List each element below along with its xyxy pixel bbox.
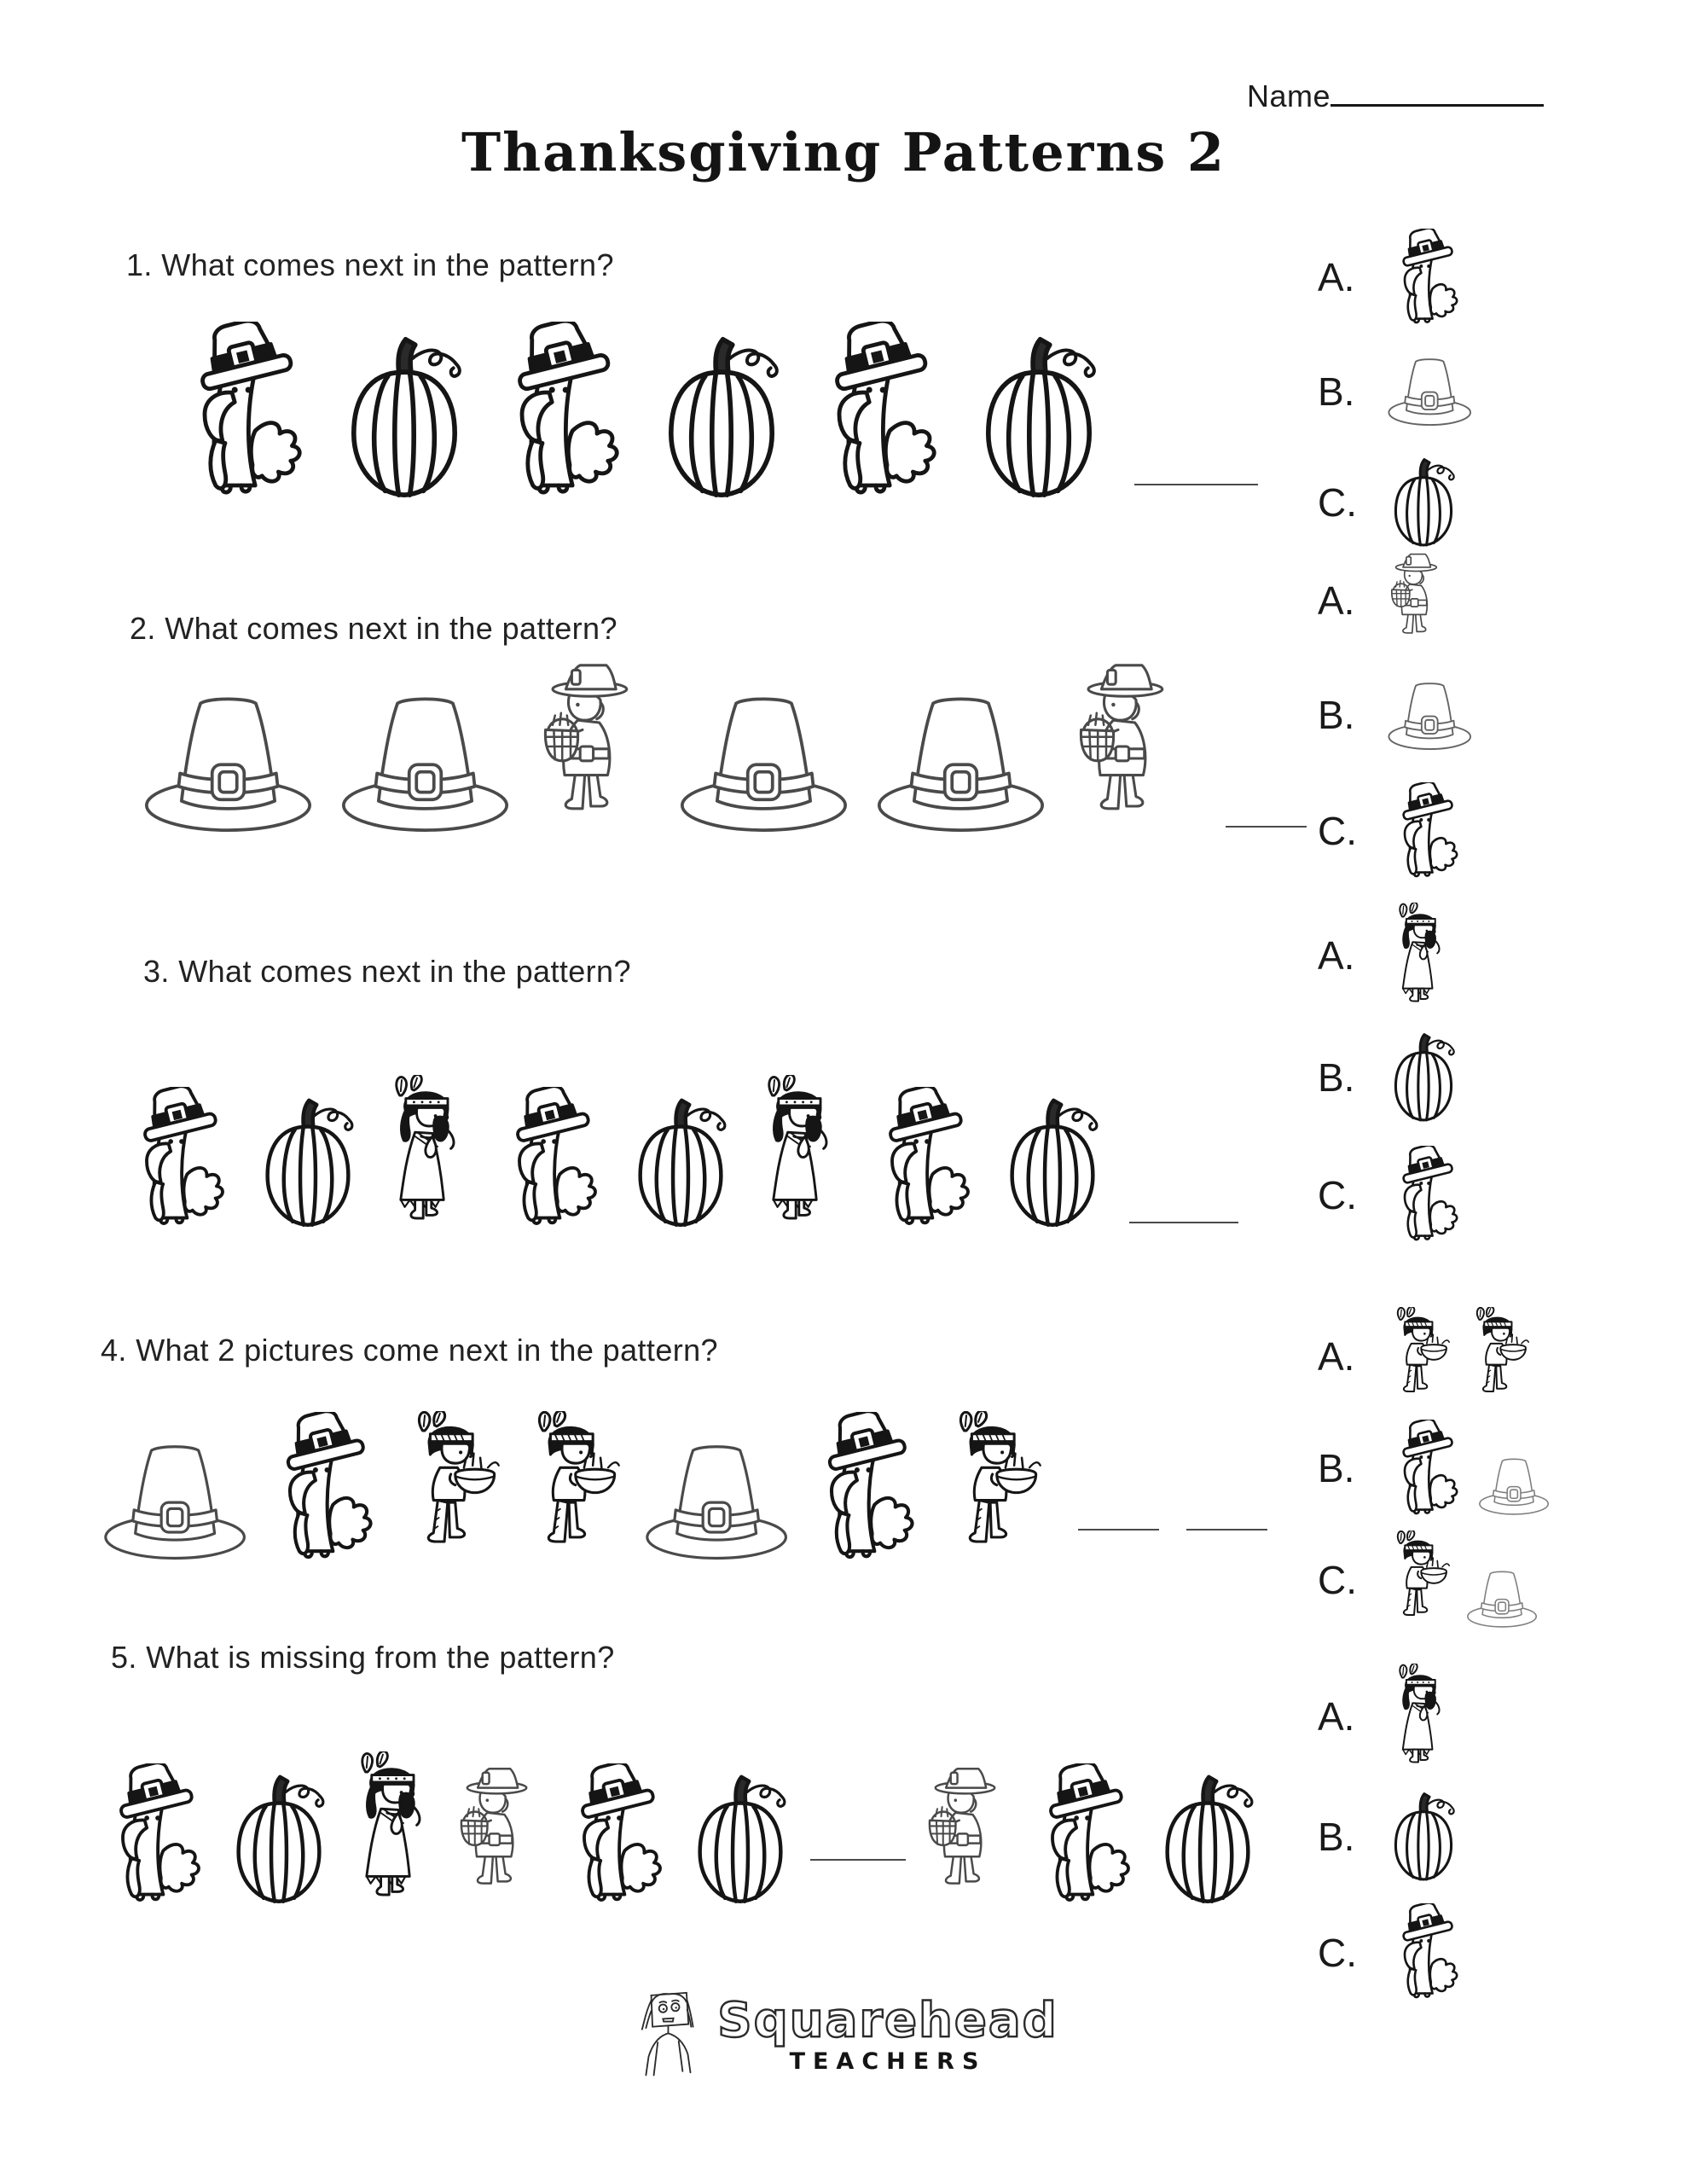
native-boy-icon: [521, 1411, 630, 1564]
native-girl-icon: [342, 1751, 444, 1905]
pumpkin-icon: [626, 1097, 735, 1228]
turkey-icon: [1386, 229, 1469, 326]
native-boy-icon: [942, 1411, 1052, 1564]
pilgrim-boy-icon: [1070, 663, 1190, 836]
option-letter: B.: [1318, 693, 1355, 738]
pumpkin-icon: [224, 1774, 333, 1905]
option-letter: B.: [1318, 1814, 1355, 1859]
option-letter: C.: [1318, 479, 1357, 525]
option-icons: [1386, 1664, 1457, 1769]
pilgrim-hat-icon: [141, 690, 316, 836]
option-a[interactable]: [1318, 553, 1474, 648]
turkey-icon: [119, 1087, 240, 1228]
option-icons: [1386, 1307, 1535, 1406]
turkey-icon: [557, 1763, 677, 1905]
option-letter: C.: [1318, 1930, 1357, 1975]
logo-wordmark: Squarehead: [717, 1993, 1058, 2048]
question-text: 2. What comes next in the pattern?: [130, 611, 617, 646]
answer-blank[interactable]: [1078, 1529, 1159, 1531]
question-text: 3. What comes next in the pattern?: [143, 954, 631, 989]
option-icons: [1386, 553, 1452, 648]
answer-options: [1318, 1307, 1551, 1629]
answer-blank[interactable]: [810, 1859, 906, 1861]
native-girl-icon: [1386, 1664, 1457, 1769]
option-c[interactable]: [1318, 782, 1474, 880]
page-title: Thanksgiving Patterns 2: [461, 121, 1226, 183]
option-a[interactable]: [1318, 229, 1474, 326]
turkey-icon: [865, 1087, 985, 1228]
pumpkin-icon: [253, 1097, 362, 1228]
option-letter: C.: [1318, 809, 1357, 854]
pumpkin-icon: [1386, 1792, 1461, 1882]
answer-blank[interactable]: [1186, 1529, 1267, 1531]
turkey-icon: [1386, 1146, 1469, 1243]
option-letter: A.: [1318, 255, 1355, 300]
option-icons: [1386, 457, 1461, 548]
option-letter: B.: [1318, 369, 1355, 415]
option-b[interactable]: [1318, 1420, 1551, 1517]
pumpkin-icon: [998, 1097, 1107, 1228]
option-c[interactable]: [1318, 1146, 1469, 1243]
pilgrim-boy-icon: [535, 663, 654, 836]
pilgrim-hat-icon: [873, 690, 1048, 836]
pumpkin-icon: [653, 335, 790, 499]
pilgrim-boy-icon: [921, 1767, 1017, 1905]
pumpkin-icon: [971, 335, 1107, 499]
question-text: 1. What comes next in the pattern?: [126, 247, 614, 282]
answer-blank[interactable]: [1226, 826, 1307, 828]
pumpkin-icon: [686, 1774, 795, 1905]
option-b[interactable]: [1318, 1032, 1469, 1123]
answer-blank[interactable]: [1129, 1222, 1238, 1223]
option-b[interactable]: [1318, 355, 1474, 428]
pilgrim-boy-icon: [1386, 553, 1452, 648]
pattern-row: [171, 311, 1258, 499]
turkey-icon: [1386, 782, 1469, 880]
question-text: 4. What 2 pictures come next in the pattern?: [101, 1333, 718, 1368]
turkey-icon: [492, 1087, 612, 1228]
option-icons: [1386, 1792, 1461, 1882]
question-text: 5. What is missing from the pattern?: [111, 1640, 615, 1675]
pumpkin-icon: [1386, 1032, 1461, 1123]
option-b[interactable]: [1318, 679, 1474, 752]
option-icons: [1386, 1531, 1539, 1629]
turkey-icon: [261, 1412, 389, 1563]
turkey-icon: [1025, 1763, 1145, 1905]
turkey-icon: [1386, 1420, 1469, 1517]
option-letter: C.: [1318, 1557, 1357, 1602]
option-letter: A.: [1318, 1333, 1355, 1379]
option-letter: B.: [1318, 1445, 1355, 1490]
option-letter: C.: [1318, 1172, 1357, 1217]
pilgrim-hat-icon: [1386, 679, 1474, 752]
native-boy-icon: [1386, 1307, 1457, 1406]
option-c[interactable]: [1318, 1903, 1469, 2001]
native-girl-icon: [1386, 903, 1457, 1008]
pilgrim-hat-icon: [338, 690, 513, 836]
answer-blank[interactable]: [1134, 484, 1258, 485]
native-boy-icon: [1386, 1531, 1457, 1629]
option-c[interactable]: [1318, 1531, 1551, 1629]
pilgrim-boy-icon: [453, 1767, 548, 1905]
pilgrim-hat-icon: [1465, 1568, 1539, 1629]
option-letter: A.: [1318, 578, 1355, 623]
answer-options: [1318, 1664, 1469, 2001]
option-b[interactable]: [1318, 1792, 1469, 1882]
pilgrim-hat-icon: [676, 690, 851, 836]
option-icons: [1386, 355, 1474, 428]
option-a[interactable]: [1318, 1664, 1469, 1769]
option-icons: [1386, 1146, 1469, 1243]
pilgrim-hat-icon: [101, 1439, 249, 1563]
pumpkin-icon: [1386, 457, 1461, 548]
option-letter: B.: [1318, 1054, 1355, 1100]
option-c[interactable]: [1318, 457, 1474, 548]
name-label: Name: [1247, 78, 1331, 113]
pattern-row: [101, 1382, 1267, 1563]
pilgrim-hat-icon: [1386, 355, 1474, 428]
option-icons: [1386, 229, 1469, 326]
option-icons: [1386, 1032, 1461, 1123]
answer-options: [1318, 903, 1469, 1244]
pattern-row: [141, 672, 1307, 836]
turkey-icon: [96, 1763, 216, 1905]
turkey-icon: [171, 322, 321, 499]
pattern-row: [119, 1015, 1238, 1228]
option-letter: A.: [1318, 932, 1355, 978]
squarehead-girl-icon: [629, 1981, 714, 2079]
option-a[interactable]: [1318, 1307, 1551, 1406]
logo-subtext: TEACHERS: [789, 2048, 987, 2075]
native-girl-icon: [376, 1075, 478, 1228]
turkey-icon: [488, 322, 638, 499]
turkey-icon: [805, 322, 955, 499]
native-boy-icon: [1465, 1307, 1536, 1406]
option-icons: [1386, 1420, 1551, 1517]
pumpkin-icon: [336, 335, 472, 499]
option-icons: [1386, 679, 1474, 752]
option-letter: A.: [1318, 1693, 1355, 1739]
pilgrim-hat-icon: [1477, 1455, 1551, 1517]
option-icons: [1386, 782, 1469, 880]
native-boy-icon: [401, 1411, 510, 1564]
native-girl-icon: [749, 1075, 851, 1228]
answer-options: [1318, 553, 1474, 880]
answer-options: [1318, 229, 1474, 547]
name-row: [1247, 73, 1544, 114]
footer-logo: [629, 1981, 1058, 2079]
name-line[interactable]: [1330, 73, 1544, 107]
turkey-icon: [1386, 1903, 1469, 2001]
turkey-icon: [803, 1412, 930, 1563]
footer-text: [717, 1993, 1058, 2075]
pattern-row: [96, 1696, 1262, 1905]
option-icons: [1386, 903, 1457, 1008]
pumpkin-icon: [1153, 1774, 1262, 1905]
pilgrim-hat-icon: [642, 1439, 791, 1563]
option-a[interactable]: [1318, 903, 1469, 1008]
option-icons: [1386, 1903, 1469, 2001]
